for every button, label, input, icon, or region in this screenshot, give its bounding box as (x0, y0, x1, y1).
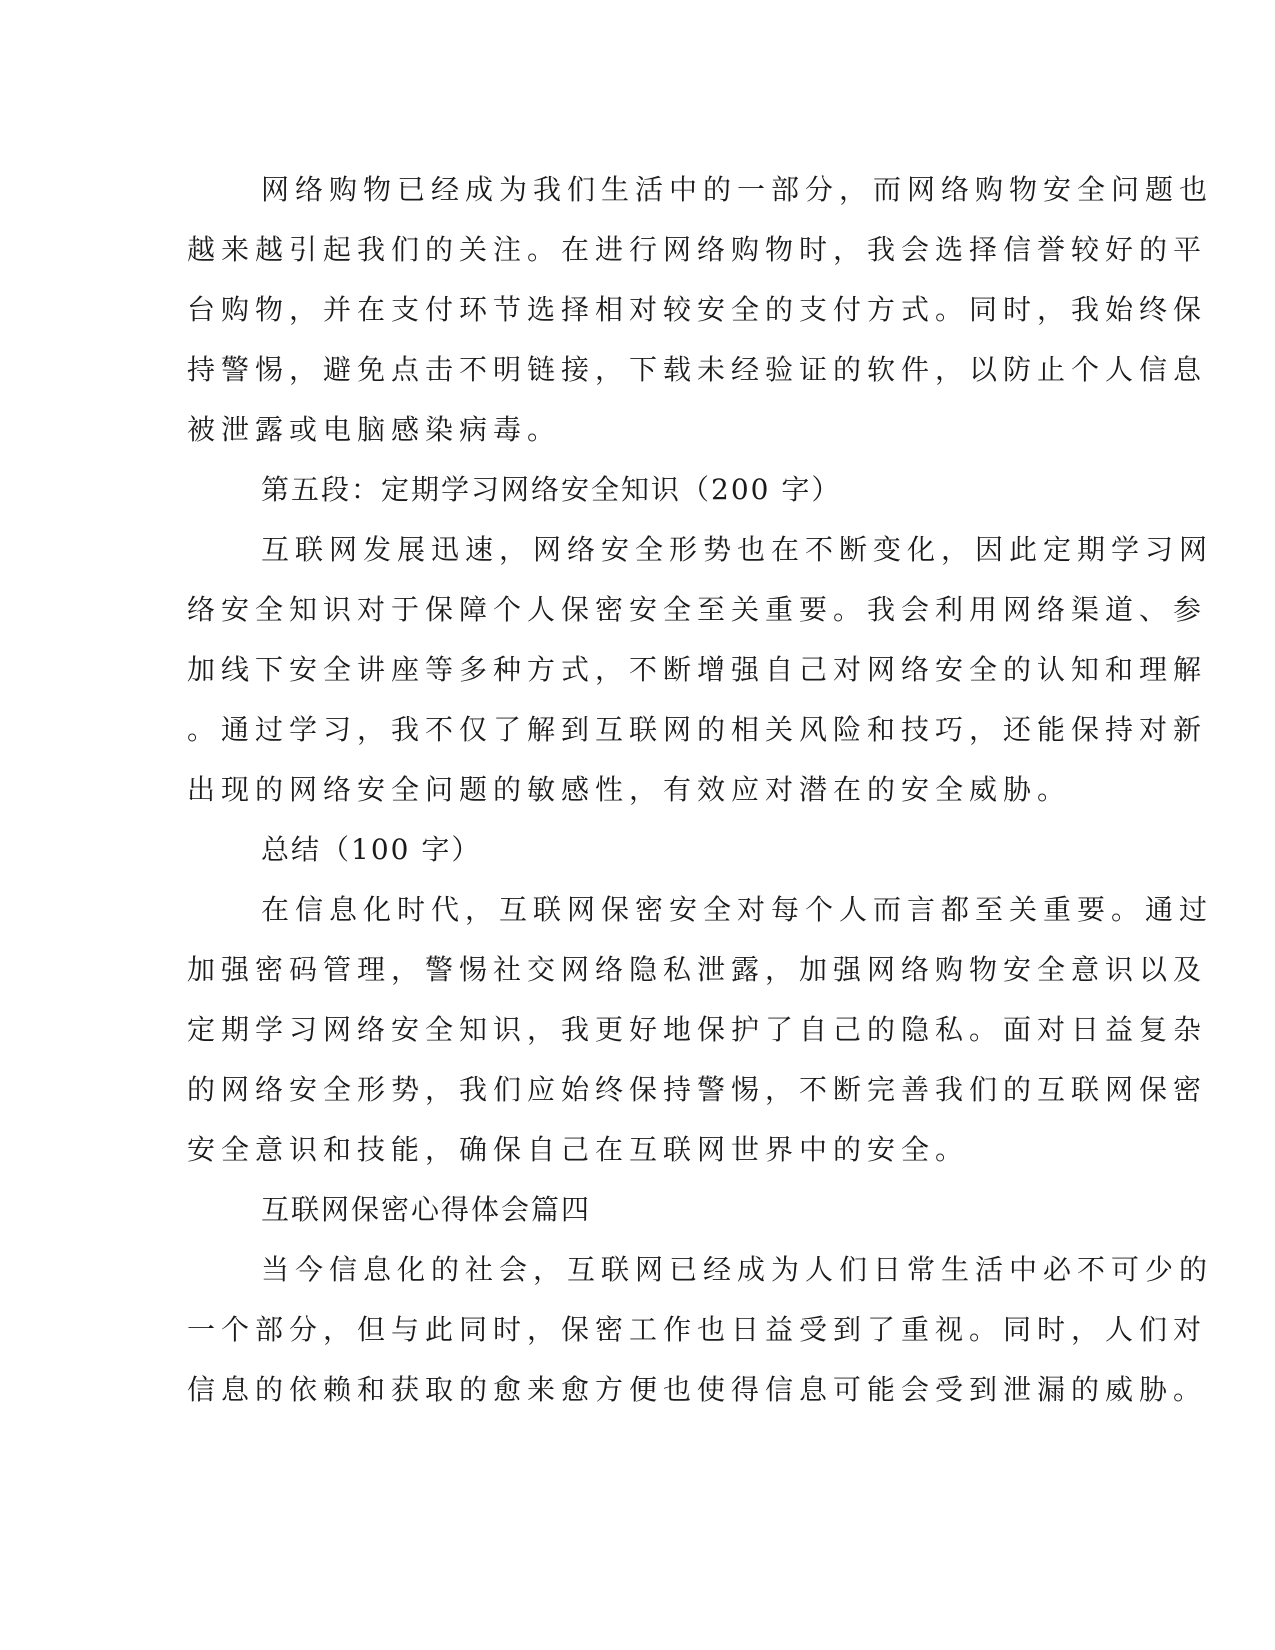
paragraph-line: 。通过学习，我不仅了解到互联网的相关风险和技巧，还能保持对新 (187, 713, 1208, 746)
paragraph-line: 安全意识和技能，确保自己在互联网世界中的安全。 (187, 1133, 970, 1166)
paragraph-line: 越来越引起我们的关注。在进行网络购物时，我会选择信誉较好的平 (187, 233, 1208, 266)
paragraph-line: 在信息化时代，互联网保密安全对每个人而言都至关重要。通过 (261, 893, 1214, 926)
section-heading: 总结（100 字） (261, 833, 482, 866)
paragraph-line: 的网络安全形势，我们应始终保持警惕，不断完善我们的互联网保密 (187, 1073, 1208, 1106)
document-body (187, 160, 1214, 1420)
paragraph-line: 加强密码管理，警惕社交网络隐私泄露，加强网络购物安全意识以及 (187, 953, 1208, 986)
paragraph-line: 持警惕，避免点击不明链接，下载未经验证的软件，以防止个人信息 (187, 353, 1208, 386)
paragraph-line: 互联网发展迅速，网络安全形势也在不断变化，因此定期学习网 (261, 533, 1214, 566)
paragraph-line: 被泄露或电脑感染病毒。 (187, 413, 562, 446)
paragraph-line: 当今信息化的社会，互联网已经成为人们日常生活中必不可少的 (261, 1253, 1214, 1286)
paragraph-line: 络安全知识对于保障个人保密安全至关重要。我会利用网络渠道、参 (187, 593, 1208, 626)
paragraph-line: 加线下安全讲座等多种方式，不断增强自己对网络安全的认知和理解 (187, 653, 1208, 686)
paragraph-line: 信息的依赖和获取的愈来愈方便也使得信息可能会受到泄漏的威胁。 (187, 1373, 1208, 1406)
paragraph-line: 出现的网络安全问题的敏感性，有效应对潜在的安全威胁。 (187, 773, 1072, 806)
paragraph-line: 一个部分，但与此同时，保密工作也日益受到了重视。同时，人们对 (187, 1313, 1208, 1346)
section-heading: 互联网保密心得体会篇四 (261, 1193, 592, 1226)
section-heading: 第五段：定期学习网络安全知识（200 字） (261, 473, 842, 506)
paragraph-line: 台购物，并在支付环节选择相对较安全的支付方式。同时，我始终保 (187, 293, 1208, 326)
paragraph-line: 网络购物已经成为我们生活中的一部分，而网络购物安全问题也 (261, 173, 1214, 206)
paragraph-line: 定期学习网络安全知识，我更好地保护了自己的隐私。面对日益复杂 (187, 1013, 1208, 1046)
